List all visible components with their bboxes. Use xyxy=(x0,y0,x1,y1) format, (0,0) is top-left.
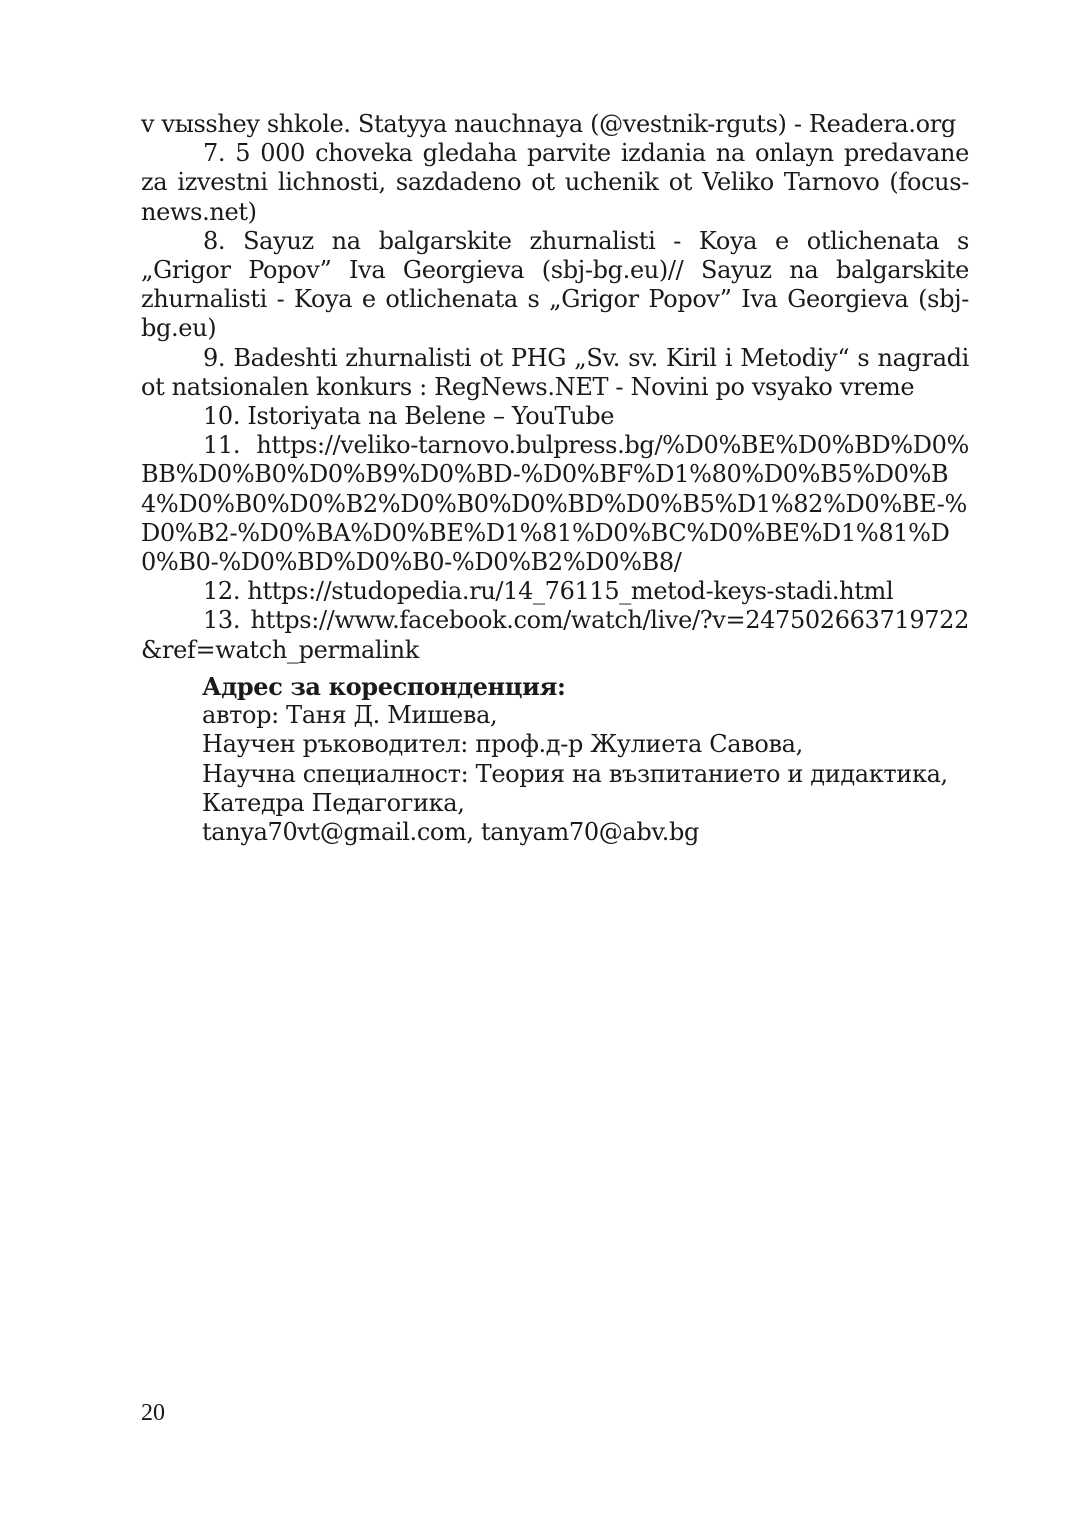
reference-item-9: 9. Badeshti zhurnalisti ot PHG „Sv. sv. Kiril i Metodiy“ s nagradi ot natsionalen konkurs : RegNews.NET - Novini po vsyako vreme xyxy=(141,343,969,401)
correspondence-heading: Адрес за кореспонденция: xyxy=(202,672,566,701)
reference-item-11: 11. https://veliko-tarnovo.bulpress.bg/%D0%BE%D0%BD%D0%BB%D0%B0%D0%B9%D0%BD-%D0%BF%D1%80%D0%B5%D0%B4%D0%B0%D0%B2%D0%B0%D0%BD%D0%B5%D1%82%D0%BE-%D0%B2-%D0%BA%D0%BE%D1%81%D0%BC%D0%BE%D1%81%D0%B0-%D0%BD%D0%B0-%D0%B2%D0%B8/ xyxy=(141,431,969,577)
reference-item-12: 12. https://studopedia.ru/14_76115_metod-keys-stadi.html xyxy=(203,577,894,606)
correspondence-block xyxy=(202,672,1002,847)
document-page xyxy=(141,110,969,665)
correspondence-specialty: Научна специалност: Теория на възпитанието и дидактика, xyxy=(202,759,948,788)
reference-item-8: 8. Sayuz na balgarskite zhurnalisti - Koya e otlichenata s „Grigor Popov” Iva Georgieva (sbj-bg.eu)// Sayuz na balgarskite zhurnalisti - Koya e otlichenata s „Grigor Popov” Iva Georgieva (sbj-bg.eu) xyxy=(141,226,969,343)
reference-item-10: 10. Istoriyata na Belene – YouTube xyxy=(203,402,615,431)
reference-continuation: v vыsshey shkole. Statyya nauchnaya (@vestnik-rguts) - Readera.org xyxy=(141,110,956,138)
correspondence-author: автор: Таня Д. Мишева, xyxy=(202,701,498,730)
correspondence-emails: tanya70vt@gmail.com, tanyam70@abv.bg xyxy=(202,818,700,847)
correspondence-supervisor: Научен ръководител: проф.д-р Жулиета Савова, xyxy=(202,730,803,759)
page-number: 20 xyxy=(141,1400,165,1426)
reference-item-7: 7. 5 000 choveka gledaha parvite izdania na onlayn predavane za izvestni lichnosti, sazdadeno ot uchenik ot Veliko Tarnovo (focus-news.net) xyxy=(141,139,969,226)
reference-list xyxy=(141,110,969,665)
correspondence-department: Катедра Педагогика, xyxy=(202,788,465,817)
reference-item-13: 13. https://www.facebook.com/watch/live/?v=247502663719722&ref=watch_permalink xyxy=(141,606,969,664)
